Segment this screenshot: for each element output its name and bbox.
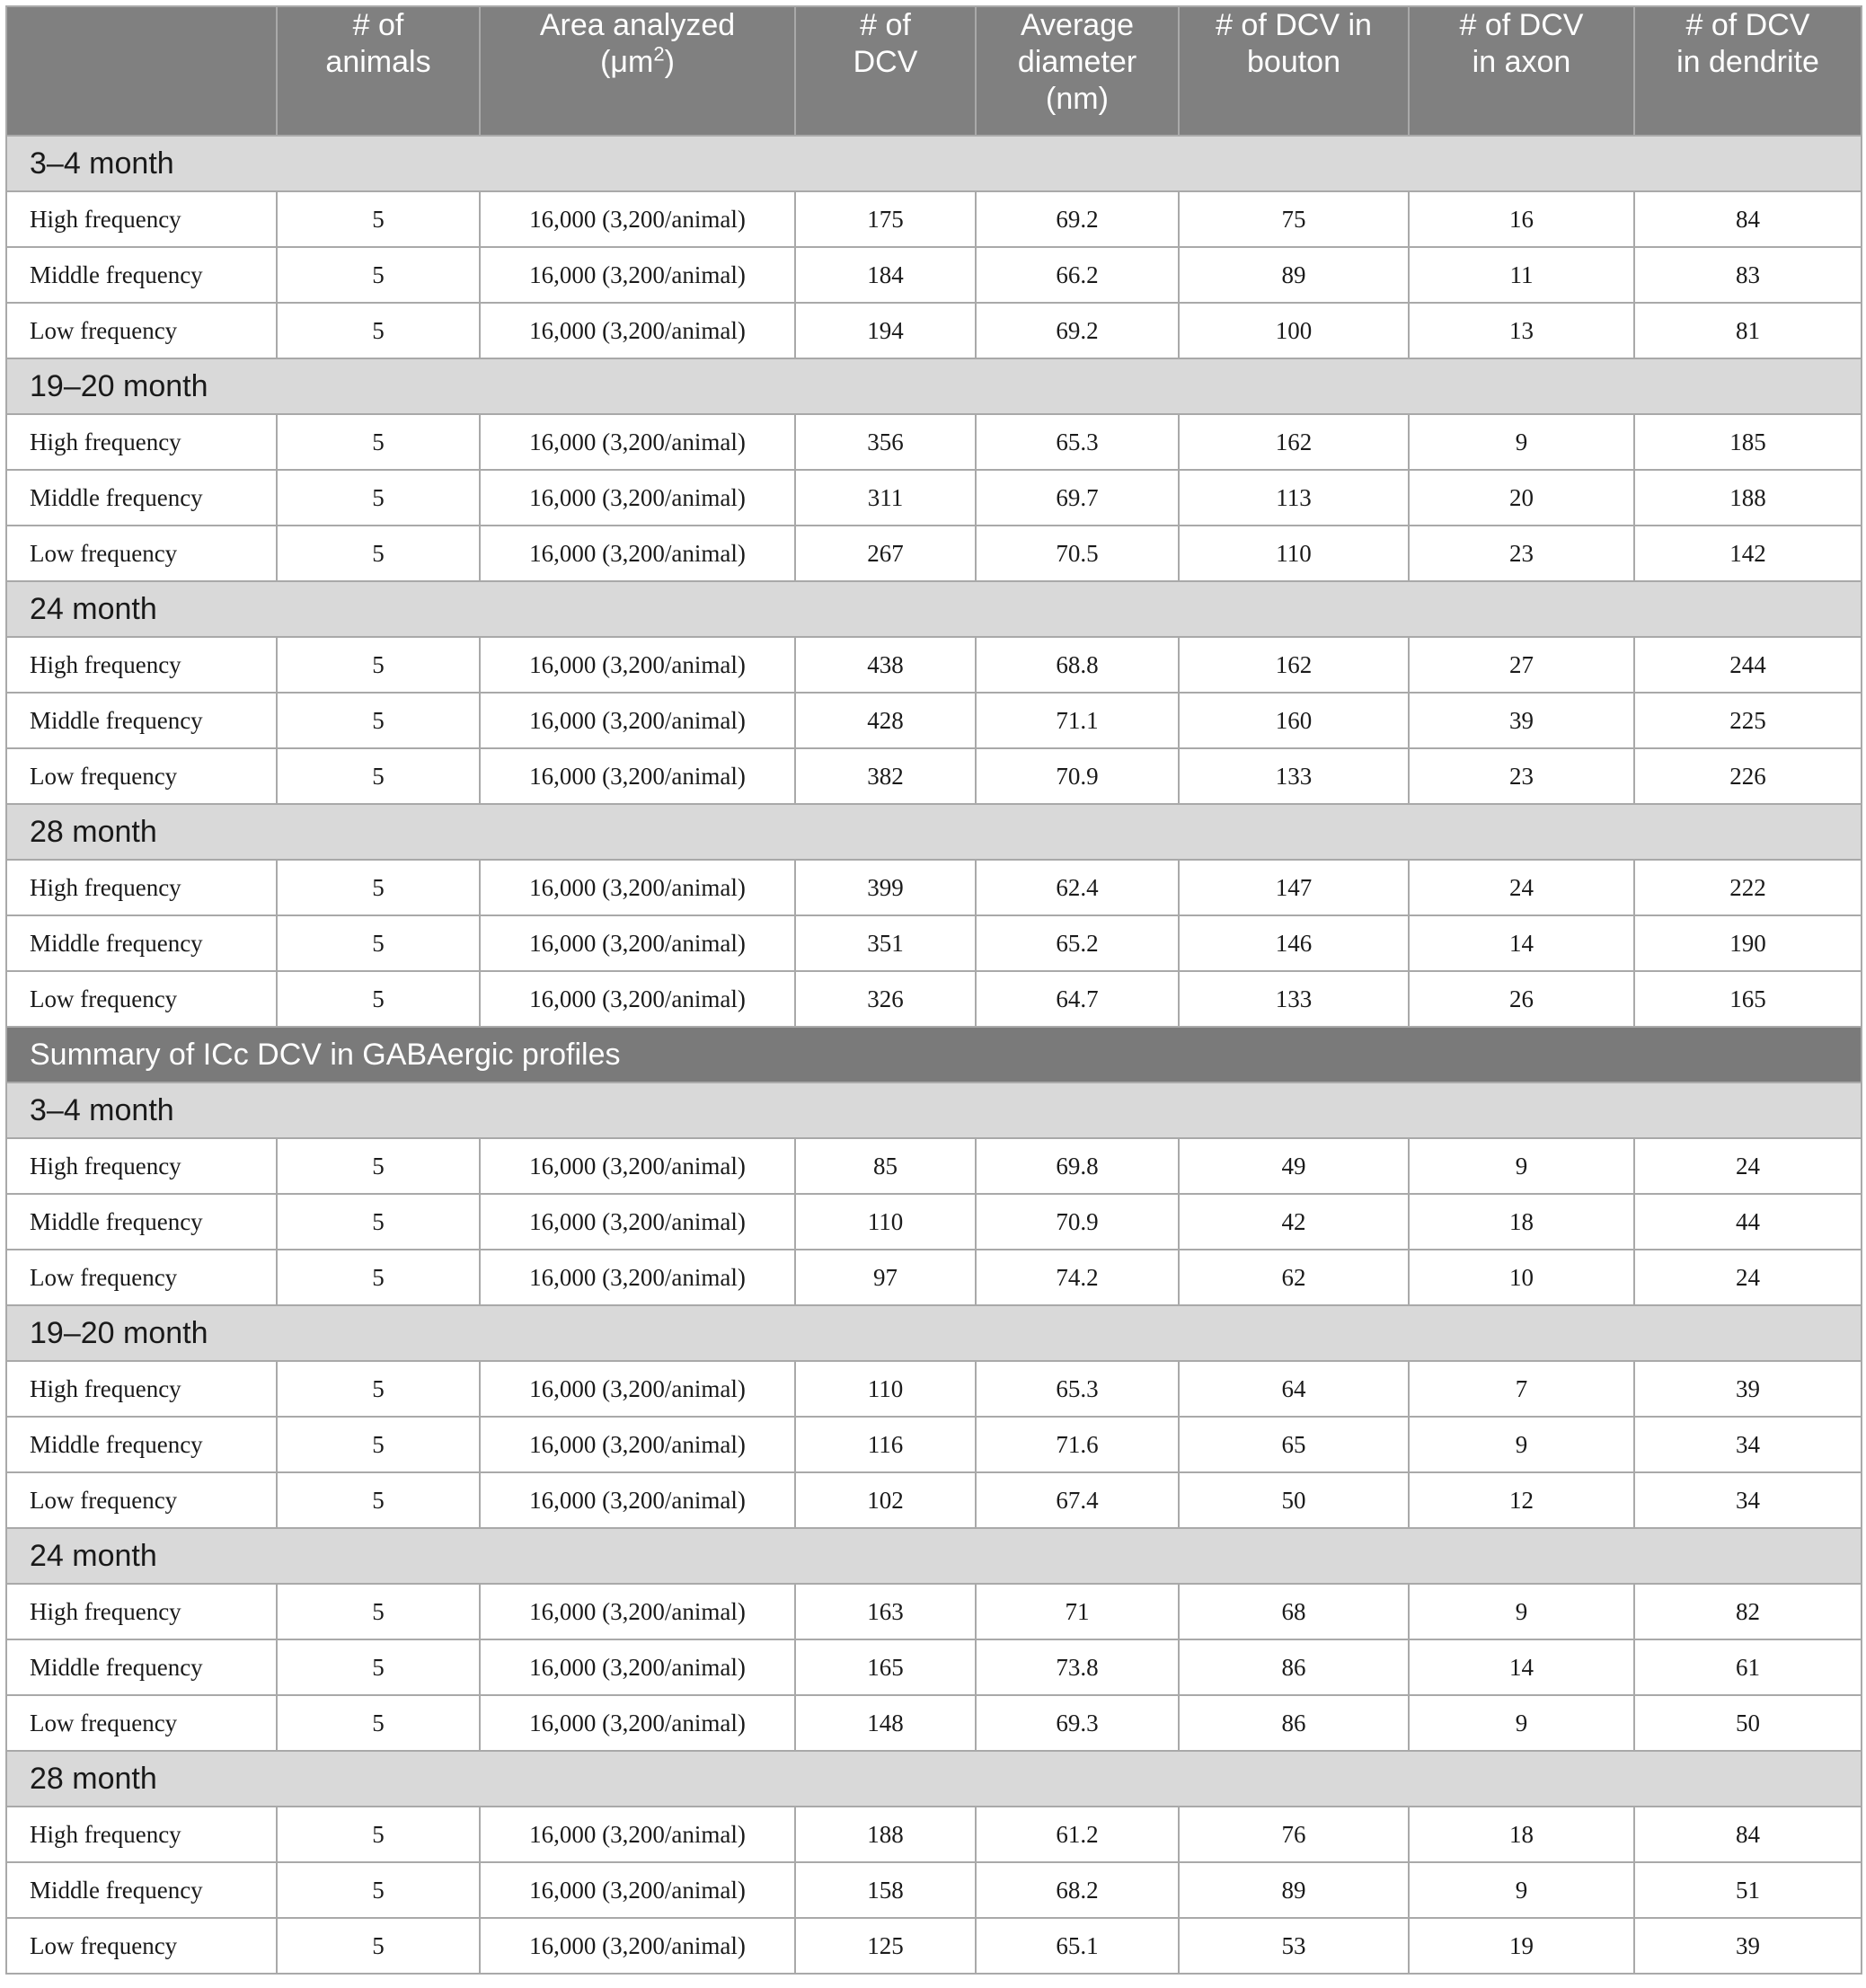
table-cell: 5 — [277, 693, 480, 748]
column-header-1 — [277, 6, 480, 136]
row-label: High frequency — [6, 1584, 277, 1639]
table-cell: 190 — [1634, 915, 1862, 971]
table-cell: 162 — [1179, 637, 1409, 693]
table-cell: 5 — [277, 1250, 480, 1305]
table-cell: 18 — [1409, 1807, 1634, 1862]
table-cell: 14 — [1409, 1639, 1634, 1695]
column-header-line: in dendrite — [1676, 45, 1819, 79]
table-cell: 68 — [1179, 1584, 1409, 1639]
table-cell: 65.1 — [976, 1918, 1179, 1974]
summary-row — [6, 1027, 1862, 1082]
table-cell: 34 — [1634, 1472, 1862, 1528]
table-row — [6, 414, 1862, 470]
row-label: Middle frequency — [6, 247, 277, 303]
table-cell: 5 — [277, 191, 480, 247]
row-label: High frequency — [6, 191, 277, 247]
age-group-row — [6, 1082, 1862, 1138]
table-cell: 65.3 — [976, 414, 1179, 470]
table-cell: 148 — [795, 1695, 976, 1751]
table-cell: 5 — [277, 1695, 480, 1751]
table-cell: 16,000 (3,200/animal) — [480, 1417, 795, 1472]
table-cell: 5 — [277, 1194, 480, 1250]
table-cell: 16,000 (3,200/animal) — [480, 303, 795, 358]
table-cell: 16,000 (3,200/animal) — [480, 247, 795, 303]
table-cell: 26 — [1409, 971, 1634, 1027]
column-header-3 — [795, 6, 976, 136]
table-row — [6, 1250, 1862, 1305]
row-label: Low frequency — [6, 748, 277, 804]
table-row — [6, 1138, 1862, 1194]
table-cell: 16,000 (3,200/animal) — [480, 1472, 795, 1528]
table-cell: 5 — [277, 637, 480, 693]
table-row — [6, 693, 1862, 748]
table-cell: 5 — [277, 470, 480, 526]
row-label: Low frequency — [6, 1250, 277, 1305]
table-cell: 64.7 — [976, 971, 1179, 1027]
table-cell: 5 — [277, 1918, 480, 1974]
table-cell: 100 — [1179, 303, 1409, 358]
table-cell: 69.2 — [976, 191, 1179, 247]
table-row — [6, 971, 1862, 1027]
table-cell: 82 — [1634, 1584, 1862, 1639]
table-cell: 50 — [1179, 1472, 1409, 1528]
table-cell: 19 — [1409, 1918, 1634, 1974]
table-cell: 44 — [1634, 1194, 1862, 1250]
column-header-line: in axon — [1472, 45, 1571, 79]
table-cell: 75 — [1179, 191, 1409, 247]
row-label: Low frequency — [6, 1472, 277, 1528]
table-cell: 162 — [1179, 414, 1409, 470]
table-cell: 39 — [1634, 1361, 1862, 1417]
column-header-line: (nm) — [1046, 82, 1109, 116]
table-row — [6, 1807, 1862, 1862]
table-cell: 89 — [1179, 1862, 1409, 1918]
table-cell: 16,000 (3,200/animal) — [480, 1639, 795, 1695]
table-cell: 16,000 (3,200/animal) — [480, 526, 795, 581]
table-cell: 267 — [795, 526, 976, 581]
row-label: Low frequency — [6, 1918, 277, 1974]
table-cell: 16,000 (3,200/animal) — [480, 470, 795, 526]
row-label: Middle frequency — [6, 915, 277, 971]
table-row — [6, 1584, 1862, 1639]
column-header-line: DCV — [853, 45, 918, 79]
column-header-line: Average — [1020, 8, 1135, 42]
age-group-row — [6, 1528, 1862, 1584]
column-header-line: bouton — [1247, 45, 1340, 79]
table-cell: 163 — [795, 1584, 976, 1639]
table-cell: 102 — [795, 1472, 976, 1528]
table-cell: 142 — [1634, 526, 1862, 581]
table-row — [6, 1472, 1862, 1528]
table-cell: 5 — [277, 1138, 480, 1194]
age-group-row — [6, 1305, 1862, 1361]
table-cell: 18 — [1409, 1194, 1634, 1250]
table-row — [6, 1862, 1862, 1918]
table-row — [6, 1639, 1862, 1695]
table-cell: 12 — [1409, 1472, 1634, 1528]
table-cell: 226 — [1634, 748, 1862, 804]
table-cell: 10 — [1409, 1250, 1634, 1305]
row-label: High frequency — [6, 1807, 277, 1862]
table-cell: 9 — [1409, 1862, 1634, 1918]
table-cell: 16,000 (3,200/animal) — [480, 637, 795, 693]
table-cell: 24 — [1634, 1250, 1862, 1305]
table-cell: 64 — [1179, 1361, 1409, 1417]
age-group-row — [6, 581, 1862, 637]
table-cell: 351 — [795, 915, 976, 971]
unit-suffix: ) — [664, 45, 675, 79]
age-group-label: 24 month — [6, 581, 1862, 637]
table-cell: 69.2 — [976, 303, 1179, 358]
row-label: Low frequency — [6, 1695, 277, 1751]
table-cell: 5 — [277, 414, 480, 470]
row-label: Low frequency — [6, 303, 277, 358]
age-group-row — [6, 804, 1862, 860]
table-cell: 16,000 (3,200/animal) — [480, 414, 795, 470]
table-cell: 382 — [795, 748, 976, 804]
table-cell: 311 — [795, 470, 976, 526]
table-cell: 133 — [1179, 748, 1409, 804]
table-cell: 5 — [277, 247, 480, 303]
unit-prefix: (μm — [600, 45, 654, 79]
table-cell: 69.8 — [976, 1138, 1179, 1194]
table-cell: 326 — [795, 971, 976, 1027]
table-cell: 110 — [795, 1361, 976, 1417]
table-cell: 23 — [1409, 526, 1634, 581]
table-cell: 16,000 (3,200/animal) — [480, 1807, 795, 1862]
column-header-6 — [1409, 6, 1634, 136]
column-header-5 — [1179, 6, 1409, 136]
table-cell: 16 — [1409, 191, 1634, 247]
table-cell: 5 — [277, 526, 480, 581]
table-row — [6, 470, 1862, 526]
table-cell: 125 — [795, 1918, 976, 1974]
column-header-line: # of DCV in — [1216, 8, 1372, 42]
table-cell: 24 — [1409, 860, 1634, 915]
table-cell: 222 — [1634, 860, 1862, 915]
table-cell: 71.1 — [976, 693, 1179, 748]
table-cell: 67.4 — [976, 1472, 1179, 1528]
table-cell: 16,000 (3,200/animal) — [480, 748, 795, 804]
age-group-label: 19–20 month — [6, 358, 1862, 414]
table-row — [6, 1417, 1862, 1472]
table-cell: 5 — [277, 1417, 480, 1472]
table-cell: 160 — [1179, 693, 1409, 748]
table-cell: 9 — [1409, 1584, 1634, 1639]
table-cell: 62 — [1179, 1250, 1409, 1305]
age-group-label: 3–4 month — [6, 1082, 1862, 1138]
age-group-label: 28 month — [6, 804, 1862, 860]
table-cell: 165 — [1634, 971, 1862, 1027]
table-cell: 69.7 — [976, 470, 1179, 526]
table-cell: 13 — [1409, 303, 1634, 358]
table-cell: 74.2 — [976, 1250, 1179, 1305]
table-cell: 356 — [795, 414, 976, 470]
table-cell: 68.2 — [976, 1862, 1179, 1918]
table-cell: 175 — [795, 191, 976, 247]
column-header-line: animals — [325, 45, 431, 79]
table-row — [6, 526, 1862, 581]
table-cell: 225 — [1634, 693, 1862, 748]
table-cell: 73.8 — [976, 1639, 1179, 1695]
row-label: Middle frequency — [6, 1862, 277, 1918]
table-row — [6, 915, 1862, 971]
column-header-line: # of — [352, 8, 404, 42]
table-cell: 51 — [1634, 1862, 1862, 1918]
table-cell: 39 — [1409, 693, 1634, 748]
table-cell: 27 — [1409, 637, 1634, 693]
age-group-label: 28 month — [6, 1751, 1862, 1807]
table-cell: 85 — [795, 1138, 976, 1194]
dcv-summary-table — [5, 5, 1862, 1975]
table-cell: 16,000 (3,200/animal) — [480, 1194, 795, 1250]
table-cell: 49 — [1179, 1138, 1409, 1194]
table-cell: 5 — [277, 971, 480, 1027]
table-cell: 428 — [795, 693, 976, 748]
table-cell: 23 — [1409, 748, 1634, 804]
row-label: High frequency — [6, 414, 277, 470]
table-cell: 53 — [1179, 1918, 1409, 1974]
table-cell: 14 — [1409, 915, 1634, 971]
table-cell: 110 — [795, 1194, 976, 1250]
table-cell: 70.5 — [976, 526, 1179, 581]
table-cell: 50 — [1634, 1695, 1862, 1751]
unit-superscript: 2 — [653, 42, 665, 66]
table-cell: 16,000 (3,200/animal) — [480, 860, 795, 915]
table-cell: 146 — [1179, 915, 1409, 971]
row-label: Middle frequency — [6, 1417, 277, 1472]
table-cell: 147 — [1179, 860, 1409, 915]
table-cell: 62.4 — [976, 860, 1179, 915]
table-cell: 97 — [795, 1250, 976, 1305]
table-cell: 71.6 — [976, 1417, 1179, 1472]
column-header-line: Area analyzed — [539, 8, 736, 42]
row-label: High frequency — [6, 637, 277, 693]
column-header-2 — [480, 6, 795, 136]
table-cell: 39 — [1634, 1918, 1862, 1974]
column-header-7 — [1634, 6, 1862, 136]
table-header — [6, 6, 1862, 136]
table-cell: 70.9 — [976, 748, 1179, 804]
table-row — [6, 637, 1862, 693]
table-cell: 16,000 (3,200/animal) — [480, 191, 795, 247]
table-cell: 61.2 — [976, 1807, 1179, 1862]
table-cell: 244 — [1634, 637, 1862, 693]
summary-title: Summary of ICc DCV in GABAergic profiles — [6, 1027, 1862, 1082]
table-cell: 113 — [1179, 470, 1409, 526]
row-label: Middle frequency — [6, 1639, 277, 1695]
table-cell: 194 — [795, 303, 976, 358]
column-header-0 — [6, 6, 277, 136]
row-label: High frequency — [6, 860, 277, 915]
row-label: Middle frequency — [6, 1194, 277, 1250]
row-label: Low frequency — [6, 526, 277, 581]
table-cell: 89 — [1179, 247, 1409, 303]
table-cell: 24 — [1634, 1138, 1862, 1194]
table-row — [6, 1194, 1862, 1250]
table-cell: 185 — [1634, 414, 1862, 470]
row-label: Low frequency — [6, 971, 277, 1027]
table-cell: 5 — [277, 1472, 480, 1528]
table-cell: 16,000 (3,200/animal) — [480, 1862, 795, 1918]
column-header-line: # of DCV — [1459, 8, 1584, 42]
row-label: Middle frequency — [6, 693, 277, 748]
column-header-line: # of DCV — [1685, 8, 1810, 42]
table-cell: 5 — [277, 1862, 480, 1918]
table-cell: 9 — [1409, 1417, 1634, 1472]
table-cell: 438 — [795, 637, 976, 693]
table-cell: 86 — [1179, 1639, 1409, 1695]
age-group-row — [6, 358, 1862, 414]
table-cell: 68.8 — [976, 637, 1179, 693]
table-row — [6, 860, 1862, 915]
age-group-label: 3–4 month — [6, 136, 1862, 191]
table-cell: 110 — [1179, 526, 1409, 581]
table-cell: 7 — [1409, 1361, 1634, 1417]
table-cell: 70.9 — [976, 1194, 1179, 1250]
table-cell: 65.2 — [976, 915, 1179, 971]
table-cell: 5 — [277, 303, 480, 358]
header-row — [6, 6, 1862, 136]
table-row — [6, 1361, 1862, 1417]
table-cell: 16,000 (3,200/animal) — [480, 1918, 795, 1974]
table-cell: 399 — [795, 860, 976, 915]
table-cell: 5 — [277, 1584, 480, 1639]
table-cell: 5 — [277, 748, 480, 804]
table-cell: 16,000 (3,200/animal) — [480, 915, 795, 971]
table-cell: 5 — [277, 1807, 480, 1862]
table-row — [6, 303, 1862, 358]
table-cell: 188 — [795, 1807, 976, 1862]
table-cell: 65 — [1179, 1417, 1409, 1472]
table-cell: 5 — [277, 1361, 480, 1417]
table-cell: 158 — [795, 1862, 976, 1918]
table-cell: 9 — [1409, 1138, 1634, 1194]
age-group-label: 24 month — [6, 1528, 1862, 1584]
table-cell: 16,000 (3,200/animal) — [480, 693, 795, 748]
table-cell: 65.3 — [976, 1361, 1179, 1417]
table-cell: 5 — [277, 915, 480, 971]
table-cell: 34 — [1634, 1417, 1862, 1472]
age-group-row — [6, 1751, 1862, 1807]
table-cell: 66.2 — [976, 247, 1179, 303]
table-cell: 83 — [1634, 247, 1862, 303]
column-header-line: # of — [860, 8, 911, 42]
table-cell: 16,000 (3,200/animal) — [480, 971, 795, 1027]
table-cell: 61 — [1634, 1639, 1862, 1695]
row-label: Middle frequency — [6, 470, 277, 526]
table-cell: 76 — [1179, 1807, 1409, 1862]
table-row — [6, 1695, 1862, 1751]
table-cell: 42 — [1179, 1194, 1409, 1250]
row-label: High frequency — [6, 1138, 277, 1194]
table-cell: 16,000 (3,200/animal) — [480, 1138, 795, 1194]
table-cell: 116 — [795, 1417, 976, 1472]
table-cell: 5 — [277, 860, 480, 915]
age-group-label: 19–20 month — [6, 1305, 1862, 1361]
table-cell: 9 — [1409, 414, 1634, 470]
table-cell: 69.3 — [976, 1695, 1179, 1751]
table-cell: 16,000 (3,200/animal) — [480, 1250, 795, 1305]
table-cell: 71 — [976, 1584, 1179, 1639]
table-body — [6, 136, 1862, 1974]
row-label: High frequency — [6, 1361, 277, 1417]
table-cell: 188 — [1634, 470, 1862, 526]
column-header-line: diameter — [1017, 45, 1137, 79]
age-group-row — [6, 136, 1862, 191]
column-header-unit — [481, 44, 794, 81]
table-cell: 5 — [277, 1639, 480, 1695]
table-cell: 11 — [1409, 247, 1634, 303]
table-cell: 165 — [795, 1639, 976, 1695]
table-cell: 16,000 (3,200/animal) — [480, 1361, 795, 1417]
table-row — [6, 748, 1862, 804]
table-cell: 184 — [795, 247, 976, 303]
table-row — [6, 1918, 1862, 1974]
column-header-4 — [976, 6, 1179, 136]
table-cell: 81 — [1634, 303, 1862, 358]
table-cell: 16,000 (3,200/animal) — [480, 1695, 795, 1751]
table-row — [6, 191, 1862, 247]
table-cell: 133 — [1179, 971, 1409, 1027]
table-cell: 20 — [1409, 470, 1634, 526]
table-cell: 84 — [1634, 191, 1862, 247]
table-cell: 86 — [1179, 1695, 1409, 1751]
table-cell: 9 — [1409, 1695, 1634, 1751]
table-cell: 16,000 (3,200/animal) — [480, 1584, 795, 1639]
table-cell: 84 — [1634, 1807, 1862, 1862]
table-row — [6, 247, 1862, 303]
